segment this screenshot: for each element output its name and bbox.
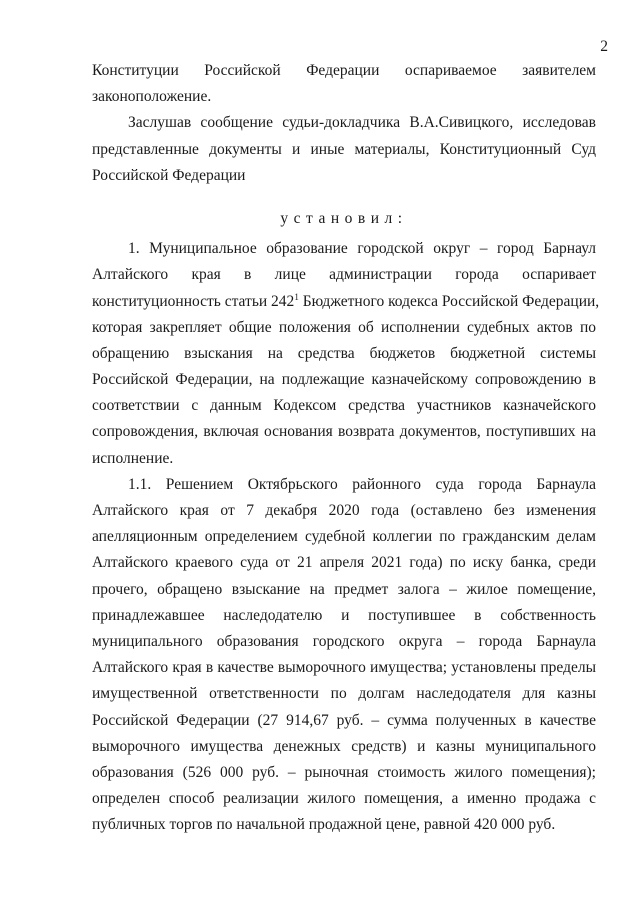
text-line: прочего, обращено взыскание на предмет залога – жилое помещение, — [92, 580, 596, 598]
text-line: образования (526 000 руб. – рыночная стоимость жилого помещения); — [92, 763, 596, 781]
text-line: соответствии с данным Кодексом средства участников казначейского — [92, 397, 596, 415]
text-line — [92, 289, 600, 315]
text-line: апелляционным определением судебной коллегии по гражданским делам — [92, 528, 596, 546]
text-line: публичных торгов по начальной продажной цене, равной 420 000 руб. — [92, 816, 556, 834]
document-body — [92, 58, 600, 838]
text-line: обращению взыскания на средства бюджетов бюджетной системы — [92, 344, 596, 362]
text-line: Алтайского краевого суда от 21 апреля 2021 года) по иску банка, среди — [92, 554, 596, 572]
superscript: 1 — [294, 291, 299, 302]
text-fragment: конституционность статьи 242 — [92, 292, 295, 310]
text-line: законоположение. — [92, 88, 212, 106]
text-line: Алтайского края от 7 декабря 2020 года (оставлено без изменения — [92, 502, 596, 519]
intro-paragraph — [92, 58, 596, 110]
text-line: Российской Федерации, на подлежащие казначейскому сопровождению в — [92, 371, 596, 389]
text-line: имущественной ответственности по долгам наследодателя для казны — [92, 685, 596, 703]
text-fragment: Бюджетного кодекса Российской Федерации, — [298, 292, 600, 310]
text-line: Российской Федерации (27 914,67 руб. – сумма полученных в качестве — [92, 711, 596, 729]
text-line: представленные документы и иные материалы, Конституционный Суд — [92, 140, 596, 158]
hearing-paragraph — [92, 110, 596, 189]
text-line: муниципального образования городского округа – города Барнаула — [92, 632, 596, 650]
text-line: определен способ реализации жилого помещения, а именно продажа с — [92, 790, 596, 808]
text-line: принадлежавшее наследодателю и поступившее в собственность — [92, 606, 596, 624]
paragraph-1 — [92, 236, 600, 472]
text-line: сопровождения, включая основания возврата документов, поступивших на — [92, 423, 596, 441]
text-line: Алтайского края в качестве выморочного имущества; установлены пределы — [92, 659, 596, 677]
text-line: которая закрепляет общие положения об исполнении судебных актов по — [92, 318, 596, 336]
text-line: 1.1. Решением Октябрьского районного суда города Барнаула — [128, 475, 596, 493]
text-line: выморочного имущества денежных средств) и казны муниципального — [92, 737, 596, 755]
text-line: Алтайского края в лице администрации города оспаривает — [92, 266, 596, 284]
page-number: 2 — [600, 38, 608, 55]
paragraph-1-1 — [92, 472, 596, 839]
text-line: 1. Муниципальное образование городской округ – город Барнаул — [128, 240, 596, 258]
text-line: Конституции Российской Федерации оспариваемое заявителем — [92, 62, 596, 79]
text-line: исполнение. — [92, 449, 174, 467]
verdict-heading: установил: — [280, 209, 408, 227]
text-line: Заслушав сообщение судьи-докладчика В.А.Сивицкого, исследовав — [128, 114, 596, 132]
text-line: Российской Федерации — [92, 166, 246, 184]
